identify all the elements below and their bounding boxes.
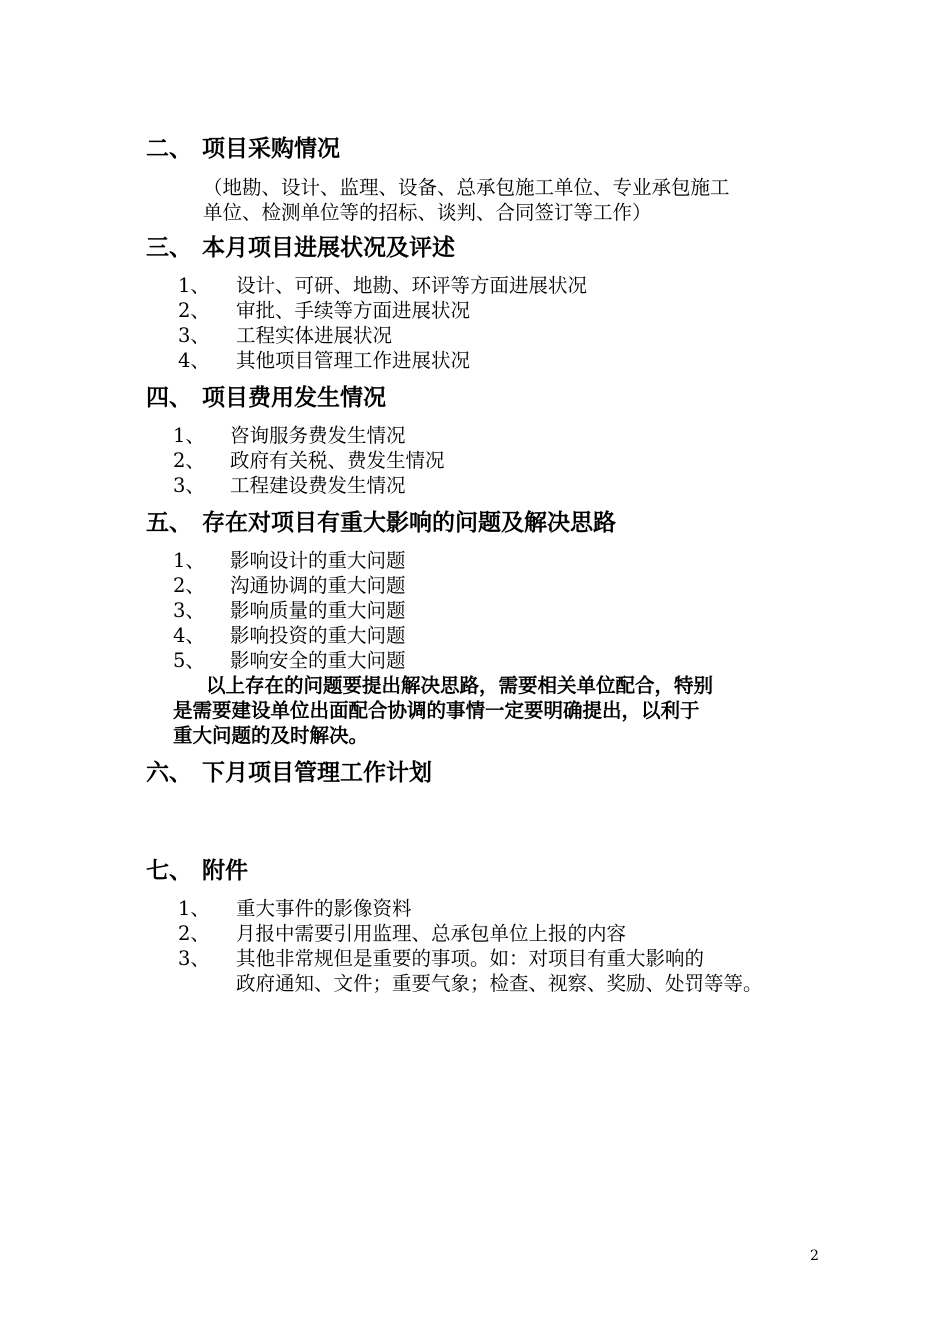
section-heading-7: 七、 附件: [146, 858, 248, 884]
section-heading-3: 三、 本月项目进展状况及评述: [146, 235, 455, 261]
problems-note-line-1: 以上存在的问题要提出解决思路，需要相关单位配合，特别: [206, 674, 714, 697]
section-heading-6: 六、 下月项目管理工作计划: [146, 760, 432, 786]
section-heading-5: 五、 存在对项目有重大影响的问题及解决思路: [146, 510, 616, 536]
procurement-note-line-2: 单位、检测单位等的招标、谈判、合同签订等工作）: [203, 201, 652, 224]
problems-note-line-2: 是需要建设单位出面配合协调的事情一定要明确提出，以利于: [173, 699, 700, 722]
document-page: 二、 项目采购情况 （地勘、设计、监理、设备、总承包施工单位、专业承包施工 单位、检测单位等的招标、谈判、合同签订等工作） 三、 本月项目进展状况及评述 1、 设计、可研、地勘、环评等方面进展状况 2、 审批、手续等方面进展状况 3、 工程实体进展状况 4、 其他项目管理工作进展状况 四、 项目费用发生情况 1、 咨询服务费发生情况 2、 政府有关税、费发生情况 3、 工程建设费发生情况 五、 存在对项目有重大影响的问题及解决思路 1、 影响设计的重大问题 2、 沟通协调的重大问题 3、 影响质量的重大问题 4、 影响投资的重大问题 5、 影响安全的重大问题 以上存在的问题要提出解决思路，需要相关单位配合，特别 是需要建设单位出面配合协调的事情一定要明确提出，以利于 重大问题的及时解决。 六、 下月项目管理工作计划 七、 附件 1、 重大事件的影像资料 2、 月报中需要引用监理、总承包单位上报的内容 3、 其他非常规但是重要的事项。如：对项目有重大影响的 政府通知、文件；重要气象；检查、视察、奖励、处罚等等。 2: [146, 136, 819, 1264]
list-item-continuation: 政府通知、文件；重要气象；检查、视察、奖励、处罚等等。: [236, 972, 763, 995]
procurement-note-line-1: （地勘、设计、监理、设备、总承包施工单位、专业承包施工: [203, 176, 730, 199]
section-heading-4: 四、 项目费用发生情况: [146, 385, 386, 411]
section-heading-2: 二、 项目采购情况: [146, 136, 340, 162]
page-number: 2: [810, 1248, 819, 1264]
problems-note-line-3: 重大问题的及时解决。: [173, 724, 369, 747]
